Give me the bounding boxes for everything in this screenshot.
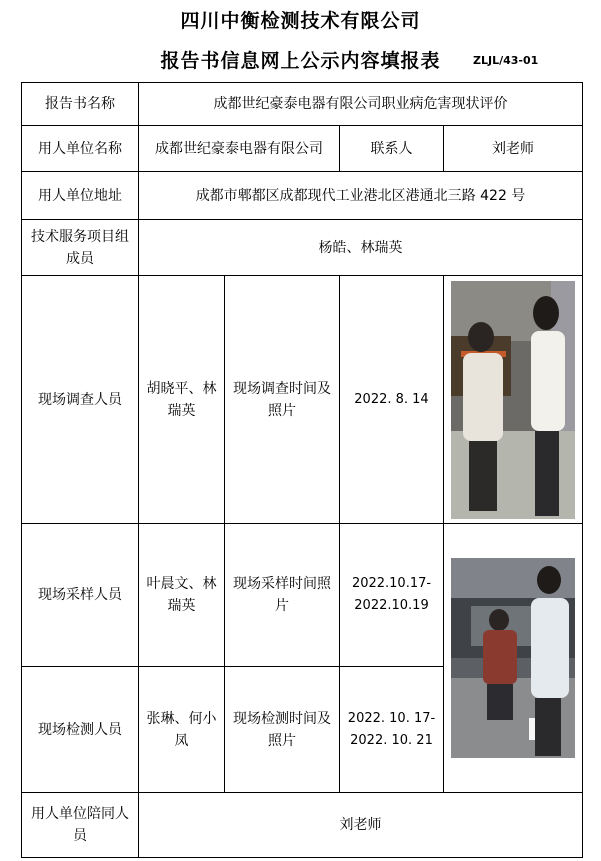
report-name-label: 报告书名称 [22, 83, 139, 126]
team-label: 技术服务项目组成员 [22, 220, 139, 276]
testing-time-label: 现场检测时间及照片 [225, 667, 340, 793]
company-name: 四川中衡检测技术有限公司 [180, 10, 421, 32]
sampling-photo-cell [444, 524, 583, 793]
contact-label: 联系人 [340, 126, 444, 172]
site-sampling-photo [451, 558, 575, 758]
survey-photo-cell [444, 276, 583, 524]
testing-label: 现场检测人员 [22, 667, 139, 793]
sampling-staff: 叶晨文、林瑞英 [139, 524, 225, 667]
escort-label: 用人单位陪同人员 [22, 793, 139, 858]
row-survey [22, 276, 583, 524]
row-sampling [22, 524, 583, 667]
report-name-value: 成都世纪豪泰电器有限公司职业病危害现状评价 [139, 83, 583, 126]
survey-label: 现场调查人员 [22, 276, 139, 524]
site-survey-photo [451, 281, 575, 519]
address-label: 用人单位地址 [22, 172, 139, 220]
survey-staff: 胡晓平、林瑞英 [139, 276, 225, 524]
team-value: 杨皓、林瑞英 [139, 220, 583, 276]
contact-value: 刘老师 [444, 126, 583, 172]
employer-value: 成都世纪豪泰电器有限公司 [139, 126, 340, 172]
form-title: 报告书信息网上公示内容填报表 [160, 50, 441, 72]
document-number: ZLJL/43-01 [473, 54, 539, 67]
sampling-date: 2022.10.17-2022.10.19 [340, 524, 444, 667]
address-value: 成都市郫都区成都现代工业港北区港通北三路 422 号 [139, 172, 583, 220]
testing-staff: 张琳、何小凤 [139, 667, 225, 793]
escort-value: 刘老师 [139, 793, 583, 858]
row-team [22, 220, 583, 276]
survey-time-label: 现场调查时间及照片 [225, 276, 340, 524]
sampling-time-label: 现场采样时间照片 [225, 524, 340, 667]
testing-date: 2022. 10. 17-2022. 10. 21 [340, 667, 444, 793]
row-report-name [22, 83, 583, 126]
row-escort [22, 793, 583, 858]
row-address [22, 172, 583, 220]
employer-label: 用人单位名称 [22, 126, 139, 172]
survey-date: 2022. 8. 14 [340, 276, 444, 524]
info-table [21, 82, 583, 858]
sampling-label: 现场采样人员 [22, 524, 139, 667]
row-employer [22, 126, 583, 172]
